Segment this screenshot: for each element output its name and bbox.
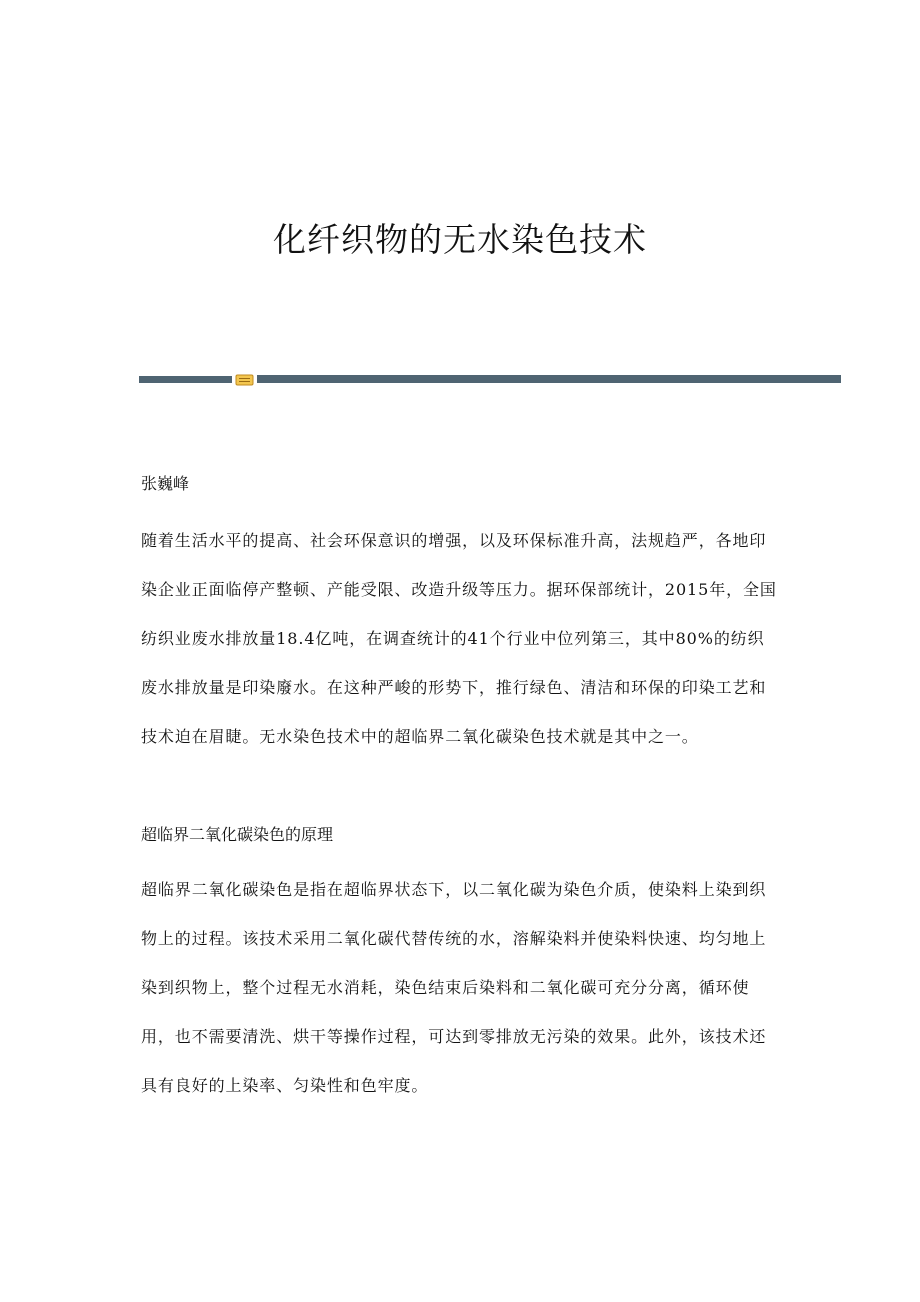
document-emblem-icon [235,374,254,386]
document-title: 化纤织物的无水染色技术 [273,220,647,259]
intro-paragraph: 随着生活水平的提高、社会环保意识的增强，以及环保标准升高，法规趋严，各地印染企业正面临停产整顿、产能受限、改造升级等压力。据环保部统计，2015年，全国纺织业废水排放量18.4亿吨，在调查统计的41个行业中位列第三，其中80%的纺织废水排放量是印染廢水。在这种严峻的形势下，推行绿色、清洁和环保的印染工艺和技术迫在眉睫。无水染色技术中的超临界二氧化碳染色技术就是其中之一。 [141,531,777,746]
author-name: 张巍峰 [141,474,190,493]
divider-bar-left [139,376,232,383]
title-divider [139,375,841,384]
principle-paragraph: 超临界二氧化碳染色是指在超临界状态下，以二氧化碳为染色介质，使染料上染到织物上的过程。该技术采用二氧化碳代替传统的水，溶解染料并使染料快速、均匀地上染到织物上，整个过程无水消耗，染色结束后染料和二氧化碳可充分分离，循环使用，也不需要清洗、烘干等操作过程，可达到零排放无污染的效果。此外，该技术还具有良好的上染率、匀染性和色牢度。 [141,880,767,1095]
section-heading: 超临界二氧化碳染色的原理 [141,825,334,844]
divider-bar-right [257,375,841,383]
